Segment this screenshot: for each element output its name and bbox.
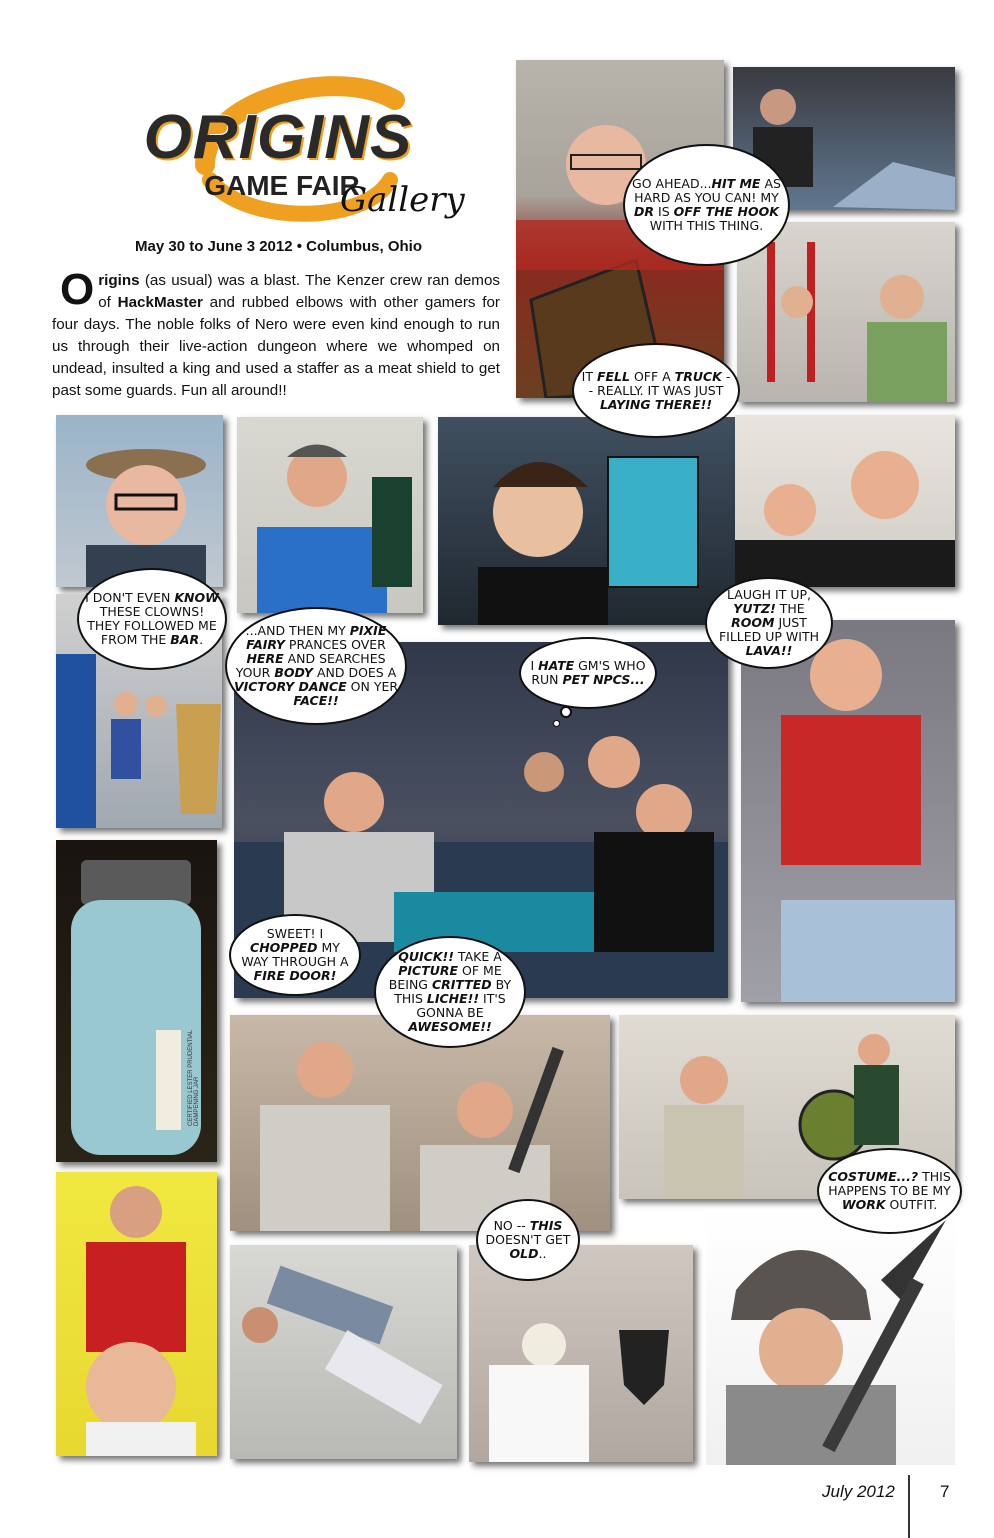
bubble-emph: FELL — [596, 368, 630, 384]
bubble-emph: AWESOME!! — [408, 1019, 492, 1034]
photo-staff-kid — [737, 222, 955, 402]
bubble-text: AND SEARCHES YOUR — [235, 651, 386, 680]
bubble-emph: LAVA!! — [745, 643, 793, 658]
bubble-text: IT'S GONNA BE — [416, 991, 506, 1020]
bubble-emph: ROOM — [731, 615, 775, 630]
bubble-emph: THIS — [529, 1218, 563, 1233]
bubble-emph: PICTURE — [398, 963, 459, 978]
bubble-text: SWEET! I — [266, 926, 324, 941]
photo-comic-book — [438, 417, 738, 625]
bubble-emph: PET NPCS... — [562, 672, 645, 687]
bubble-emph: CHOPPED — [250, 940, 318, 955]
origins-logo — [135, 60, 465, 230]
bubble-fell-off-truck — [572, 343, 740, 438]
thought-dot-2 — [553, 720, 560, 727]
photo-hat-man — [56, 415, 223, 587]
photo-lying-man-art — [230, 1245, 457, 1459]
photo-lying-man — [230, 1245, 457, 1459]
bubble-emph: HATE — [538, 658, 575, 673]
bubble-clowns — [77, 568, 227, 670]
intro-bold-2: HackMaster — [117, 294, 203, 311]
bubble-emph: HERE — [246, 651, 284, 666]
bubble-emph: BAR — [170, 632, 200, 647]
bubble-doesnt-get-old — [476, 1199, 580, 1281]
bubble-text: TAKE A — [453, 949, 502, 964]
bubble-hate-gms — [519, 637, 657, 709]
bubble-lava — [705, 577, 833, 669]
photo-red-shirt-kid-art — [56, 1172, 217, 1456]
bubble-text: THESE CLOWNS! THEY FOLLOWED ME FROM THE — [87, 604, 217, 647]
bubble-text: GO AHEAD... — [632, 176, 712, 191]
bubble-emph: KNOW — [174, 590, 219, 605]
bubble-emph: WORK — [841, 1197, 886, 1212]
bubble-text: WITH THIS THING. — [649, 218, 764, 233]
bubble-emph: YUTZ! — [733, 601, 776, 616]
photo-staff-kid-art — [737, 222, 955, 402]
bubble-text: IS — [654, 204, 674, 219]
bubble-text: PRANCES OVER — [284, 637, 386, 652]
bubble-text: OFF A — [629, 368, 675, 384]
bubble-emph: FIRE DOOR! — [253, 968, 337, 983]
bubble-text: ...AND THEN MY — [245, 623, 350, 638]
bubble-text: AS HARD AS YOU CAN! MY — [634, 176, 781, 205]
bubble-fire-door — [229, 914, 361, 996]
bubble-emph: OLD — [509, 1246, 539, 1261]
bubble-text: THE — [775, 601, 805, 616]
bubble-text: OUTFIT. — [885, 1197, 938, 1212]
bubble-text: -- REALLY. IT WAS JUST — [588, 368, 731, 398]
photo-red-shirt-man-art — [741, 620, 955, 1002]
bubble-emph: LICHE!! — [426, 991, 480, 1006]
intro-paragraph — [52, 265, 500, 402]
bubble-text: AND DOES A — [312, 665, 397, 680]
intro-lead: rigins — [98, 272, 140, 289]
logo-subtitle: GAME FAIR — [204, 170, 360, 201]
photo-red-shirt-kid — [56, 1172, 217, 1456]
photo-cap-man — [237, 417, 423, 613]
jar-label: CERTIFIED LESTER PRUDENTIAL DAMPENING JAR — [188, 1029, 200, 1126]
bubble-text: BY THIS — [394, 977, 512, 1006]
bubble-text: IT — [581, 368, 597, 384]
footer-divider — [908, 1475, 910, 1538]
bubble-emph: DR — [634, 204, 655, 219]
bubble-text: GM'S WHO RUN — [531, 658, 646, 687]
bubble-text: ON YER — [346, 679, 399, 694]
photo-skeleton-art — [469, 1245, 693, 1462]
bubble-emph: HIT ME — [711, 176, 761, 191]
bubble-emph: PIXIE FAIRY — [246, 623, 387, 652]
bubble-text: NO -- — [493, 1218, 530, 1233]
bubble-text: .. — [538, 1246, 547, 1261]
footer-date: July 2012 — [822, 1482, 895, 1501]
bubble-text: THIS HAPPENS TO BE MY — [828, 1169, 951, 1198]
photo-two-chainmail — [230, 1015, 610, 1231]
photo-two-at-table — [735, 415, 955, 587]
bubble-text: . — [199, 632, 204, 647]
photo-hat-man-art — [56, 415, 223, 587]
photo-comic-book-art — [438, 417, 738, 625]
intro-text-1: (as usual) was a blast. The Kenzer crew ran demos of — [98, 272, 500, 311]
bubble-emph: CRITTED — [431, 977, 492, 992]
bubble-emph: COSTUME...? — [828, 1169, 919, 1184]
bubble-text: LAUGH IT UP, — [727, 587, 811, 602]
bubble-costume — [817, 1148, 962, 1234]
photo-jar — [56, 840, 217, 1162]
bubble-emph: FACE!! — [293, 693, 339, 708]
gallery-heading: Gallery — [340, 180, 465, 220]
bubble-critted — [374, 936, 526, 1048]
drop-cap: O — [60, 265, 95, 314]
bubble-hit-me — [623, 144, 790, 266]
photo-two-chainmail-art — [230, 1015, 610, 1231]
dateline: May 30 to June 3 2012 • Columbus, Ohio — [135, 238, 422, 255]
bubble-emph: LAYING THERE!! — [599, 396, 713, 412]
photo-two-at-table-art — [735, 415, 955, 587]
photo-skeleton — [469, 1245, 693, 1462]
bubble-text: OF ME BEING — [388, 963, 502, 992]
bubble-text: I — [530, 658, 539, 673]
bubble-emph: OFF THE HOOK — [673, 204, 779, 219]
photo-helmet-man-art — [706, 1210, 955, 1465]
photo-cap-man-art — [237, 417, 423, 613]
page-number: 7 — [940, 1482, 950, 1501]
bubble-text: JUST FILLED UP WITH — [718, 615, 820, 644]
bubble-text: DOESN'T GET — [485, 1232, 571, 1247]
photo-helmet-man — [706, 1210, 955, 1465]
bubble-emph: VICTORY DANCE — [233, 679, 347, 694]
bubble-text: MY WAY THROUGH A — [241, 940, 349, 969]
bubble-emph: QUICK!! — [398, 949, 454, 964]
bubble-emph: TRUCK — [674, 368, 722, 384]
bubble-emph: BODY — [274, 665, 313, 680]
thought-dot-1 — [560, 706, 572, 718]
intro-text-2: and rubbed elbows with other gamers for four days. The noble folks of Nero were even kind enough to run us through their live-action dungeon where we whomped on undead, insulted a king and used a staffer as a meat shield to get past some guards. Fun all around!! — [52, 294, 500, 399]
logo-word: ORIGINS — [143, 103, 413, 172]
bubble-text: I DON'T EVEN — [85, 590, 175, 605]
bubble-pixie-fairy — [225, 607, 407, 725]
photo-red-shirt-man — [741, 620, 955, 1002]
